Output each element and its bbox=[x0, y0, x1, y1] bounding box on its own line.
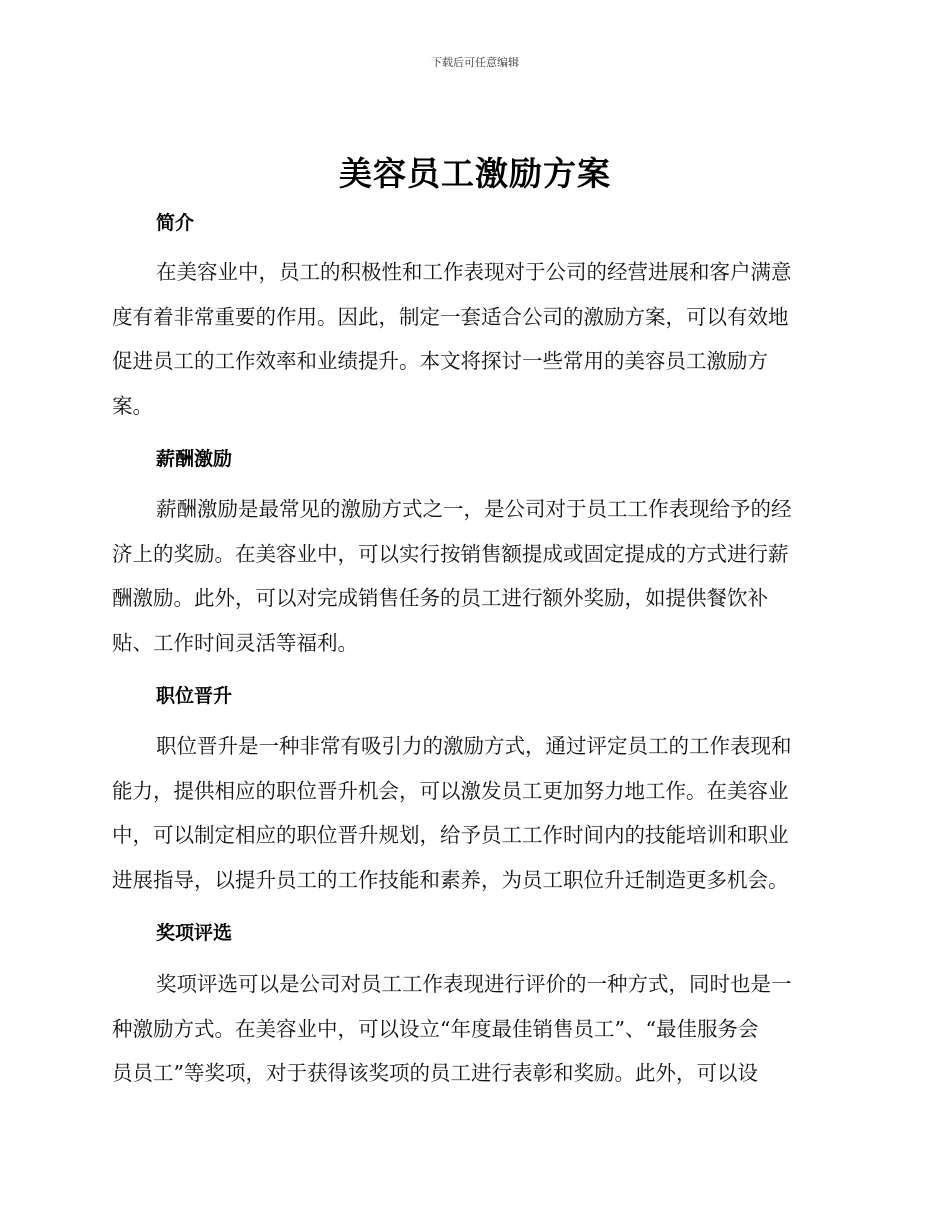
paragraph-line: 进展指导，以提升员工的工作技能和素养，为员工职位升迁制造更多机会。 bbox=[112, 867, 789, 892]
section-heading-awards: 奖项评选 bbox=[156, 922, 233, 944]
paragraph-line: 案。 bbox=[112, 393, 153, 418]
paragraph-line: 度有着非常重要的作用。因此，制定一套适合公司的激励方案，可以有效地 bbox=[112, 304, 789, 329]
paragraph-line: 中，可以制定相应的职位晋升规划，给予员工工作时间内的技能培训和职业 bbox=[112, 823, 789, 847]
paragraph-line: 能力，提供相应的职位晋升机会，可以激发员工更加努力地工作。在美容业 bbox=[112, 778, 789, 803]
paragraph-line: 员员工”等奖项，对于获得该奖项的员工进行表彰和奖励。此外，可以设 bbox=[112, 1061, 758, 1085]
section-paragraph-intro bbox=[112, 250, 832, 428]
paragraph-line: 济上的奖励。在美容业中，可以实行按销售额提成或固定提成的方式进行薪 bbox=[112, 541, 789, 566]
header-note: 下载后可任意编辑 bbox=[431, 56, 519, 69]
section-heading-salary: 薪酬激励 bbox=[156, 448, 233, 470]
paragraph-line: 酬激励。此外，可以对完成销售任务的员工进行额外奖励，如提供餐饮补 bbox=[112, 586, 768, 610]
section-heading-promotion: 职位晋升 bbox=[156, 685, 233, 707]
document-title: 美容员工激励方案 bbox=[339, 154, 611, 193]
section-heading-intro: 简介 bbox=[156, 212, 195, 234]
paragraph-line: 薪酬激励是最常见的激励方式之一，是公司对于员工工作表现给予的经 bbox=[156, 497, 792, 521]
paragraph-line: 促进员工的工作效率和业绩提升。本文将探讨一些常用的美容员工激励方 bbox=[112, 349, 768, 373]
section-paragraph-awards bbox=[112, 962, 832, 1096]
section-paragraph-salary bbox=[112, 487, 832, 665]
paragraph-line: 职位晋升是一种非常有吸引力的激励方式，通过评定员工的工作表现和 bbox=[156, 734, 792, 758]
section-paragraph-promotion bbox=[112, 724, 832, 902]
paragraph-line: 在美容业中，员工的积极性和工作表现对于公司的经营进展和客户满意 bbox=[156, 260, 792, 284]
paragraph-line: 奖项评选可以是公司对员工工作表现进行评价的一种方式，同时也是一 bbox=[156, 972, 792, 996]
paragraph-line: 种激励方式。在美容业中，可以设立“年度最佳销售员工”、“最佳服务会 bbox=[112, 1016, 759, 1041]
paragraph-line: 贴、工作时间灵活等福利。 bbox=[112, 630, 358, 655]
